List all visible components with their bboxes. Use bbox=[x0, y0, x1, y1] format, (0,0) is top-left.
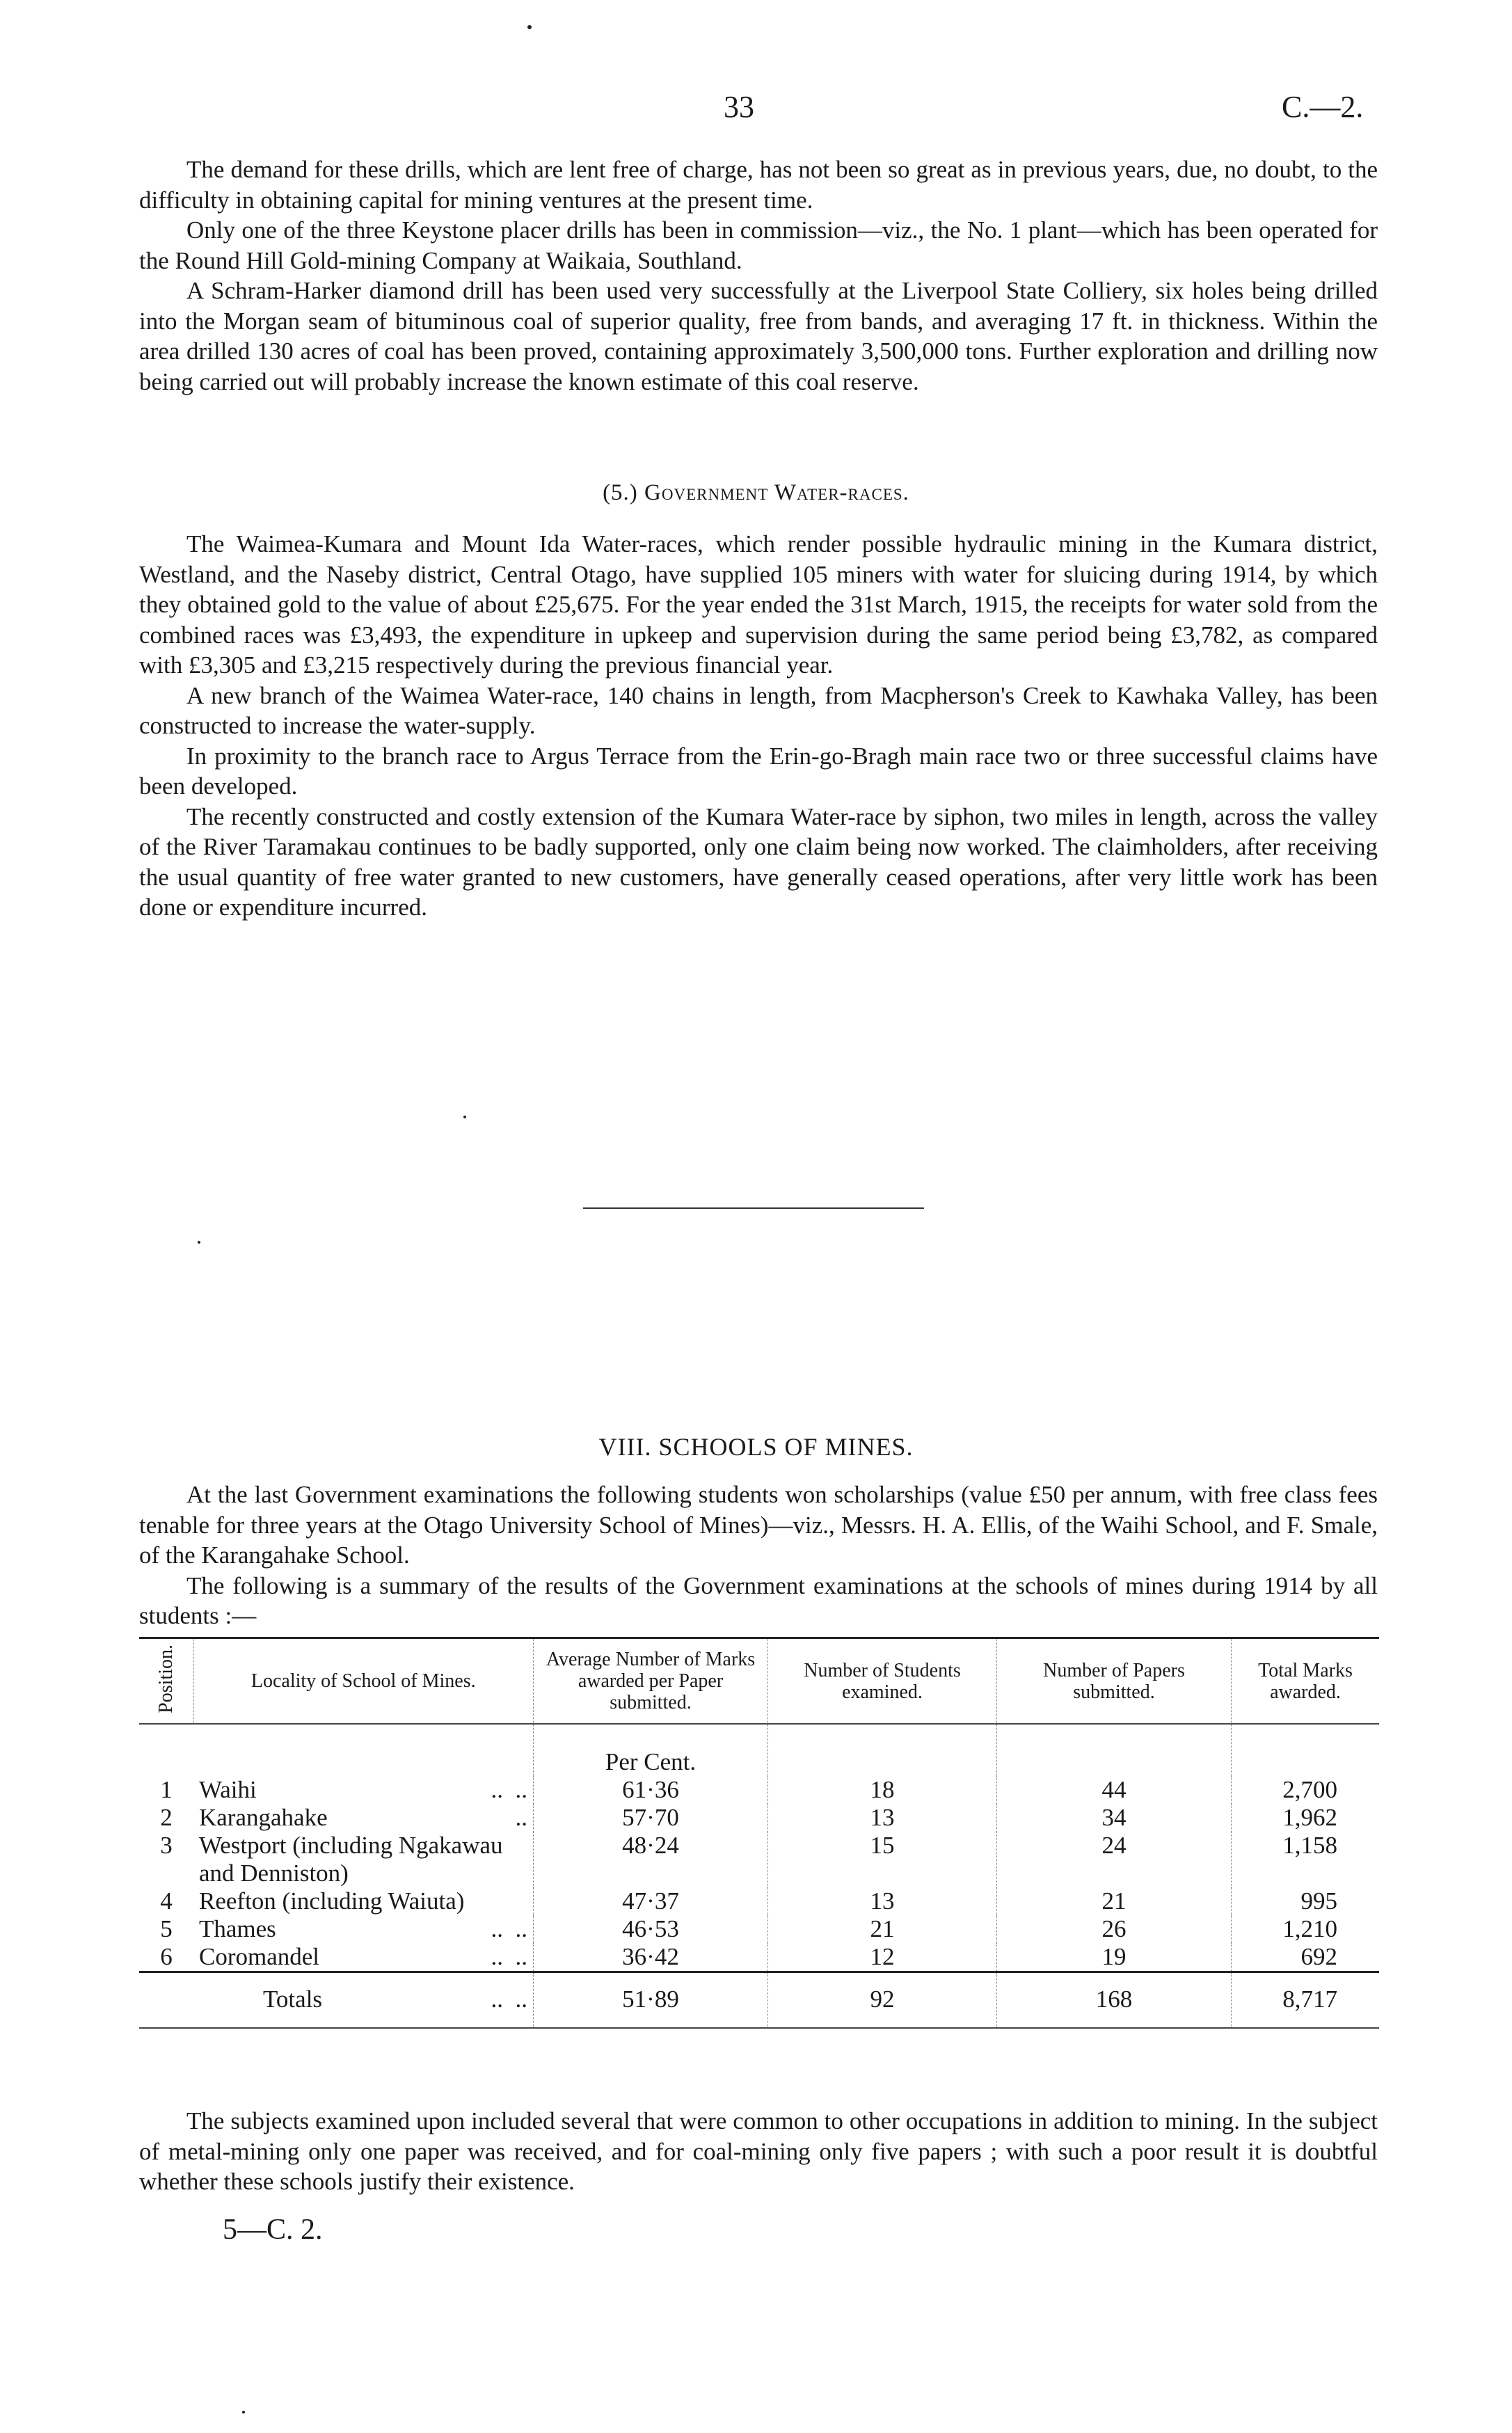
exam-results-table bbox=[139, 1637, 1379, 2029]
cell-locality: Karangahake .. bbox=[199, 1804, 527, 1831]
cell-locality: Waihi .. .. bbox=[199, 1776, 527, 1803]
cell-students: 13 bbox=[768, 1887, 997, 1915]
document-signature: 5—C. 2. bbox=[223, 2214, 323, 2246]
cell-students: 21 bbox=[768, 1915, 997, 1943]
header-locality: Locality of School of Mines. bbox=[193, 1638, 534, 1725]
cell-total: 2,700 bbox=[1232, 1776, 1380, 1804]
paragraph: The following is a summary of the results of the Government examinations at the schools of mines during 1914 by all students :— bbox=[139, 1571, 1378, 1629]
cell-total: 692 bbox=[1232, 1943, 1380, 1972]
cell-average: 61·36 bbox=[534, 1776, 768, 1804]
paragraph: The demand for these drills, which are lent free of charge, has not been so great as in previous years, due, no doubt, to the difficulty in obtaining capital for mining ventures at the present time. bbox=[139, 156, 1378, 214]
cell-locality: Coromandel .. .. bbox=[199, 1943, 527, 1970]
cell-students: 13 bbox=[768, 1804, 997, 1832]
cell-papers: 19 bbox=[997, 1943, 1232, 1972]
cell-students: 18 bbox=[768, 1776, 997, 1804]
cell-papers: 21 bbox=[997, 1887, 1232, 1915]
cell-locality: Reefton (including Waiuta) bbox=[199, 1887, 465, 1915]
cell-total: 1,962 bbox=[1232, 1804, 1380, 1832]
cell-locality: Thames .. .. bbox=[199, 1915, 527, 1942]
totals-row bbox=[139, 1972, 1379, 2029]
cell-average: 46·53 bbox=[534, 1915, 768, 1943]
totals-average: 51·89 bbox=[534, 1972, 768, 2029]
table-row bbox=[139, 1943, 1379, 1972]
header-position: Position. bbox=[155, 1644, 177, 1713]
section-heading-water-races: (5.) Government Water-races. bbox=[603, 480, 909, 505]
totals-papers: 168 bbox=[997, 1972, 1232, 2029]
cell-students: 15 bbox=[768, 1832, 997, 1887]
paragraph: The Waimea-Kumara and Mount Ida Water-races, which render possible hydraulic mining in the Kumara district, Westland, and the Naseby district, Central Otago, have supplied 105 miners with water for sluicing during 1914, by which they obtained gold to the value of about £25,675. For the year ended the 31st March, 1915, the receipts for water sold from the combined races was £3,493, the expenditure in upkeep and supervision during the same period being £3,782, as compared with £3,305 and £3,215 respectively during the previous financial year. bbox=[139, 530, 1378, 679]
cell-position: 6 bbox=[160, 1943, 173, 1970]
cell-students: 12 bbox=[768, 1943, 997, 1972]
cell-papers: 26 bbox=[997, 1915, 1232, 1943]
cell-total: 995 bbox=[1232, 1887, 1380, 1915]
paragraph: At the last Government examinations the following students won scholarships (value £50 per annum, with free class fees tenable for three years at the Otago University School of Mines)—viz., Messrs. H. A. Ellis, of the Waihi School, and F. Smale, of the Karangahake School. bbox=[139, 1481, 1378, 1569]
water-races-section bbox=[139, 529, 1378, 923]
cell-locality: Westport (including Ngakawau and Denniston) bbox=[199, 1832, 503, 1887]
table-row bbox=[139, 1915, 1379, 1943]
cell-position: 2 bbox=[160, 1804, 173, 1831]
cell-total: 1,158 bbox=[1232, 1832, 1380, 1887]
cell-papers: 44 bbox=[997, 1776, 1232, 1804]
intro-section bbox=[139, 154, 1378, 397]
paragraph: A new branch of the Waimea Water-race, 140 chains in length, from Macpherson's Creek to Kawhaka Valley, has been constructed to increase the water-supply. bbox=[139, 681, 1378, 739]
section-heading-schools: VIII. SCHOOLS OF MINES. bbox=[598, 1433, 914, 1461]
ink-dot bbox=[463, 1116, 466, 1118]
totals-students: 92 bbox=[768, 1972, 997, 2029]
totals-total: 8,717 bbox=[1232, 1972, 1380, 2029]
cell-position: 5 bbox=[160, 1915, 173, 1942]
table-header-row bbox=[139, 1638, 1379, 1725]
cell-average: 57·70 bbox=[534, 1804, 768, 1832]
table-row bbox=[139, 1804, 1379, 1832]
ink-dot bbox=[527, 25, 532, 29]
table-row bbox=[139, 1832, 1379, 1887]
cell-average: 47·37 bbox=[534, 1887, 768, 1915]
section-divider bbox=[583, 1207, 924, 1209]
table-row bbox=[139, 1776, 1379, 1804]
header-total: Total Marks awarded. bbox=[1232, 1638, 1380, 1725]
cell-papers: 34 bbox=[997, 1804, 1232, 1832]
cell-total: 1,210 bbox=[1232, 1915, 1380, 1943]
header-average: Average Number of Marks awarded per Paper submitted. bbox=[534, 1638, 768, 1725]
paragraph: A Schram-Harker diamond drill has been used very successfully at the Liverpool State Colliery, six holes being drilled into the Morgan seam of bituminous coal of superior quality, free from bands, and averaging 17 ft. in thickness. Within the area drilled 130 acres of coal has been proved, containing approximately 3,500,000 tons. Further exploration and drilling now being carried out will probably increase the known estimate of this coal reserve. bbox=[139, 277, 1378, 395]
table-row bbox=[139, 1887, 1379, 1915]
cell-average: 48·24 bbox=[534, 1832, 768, 1887]
cell-position: 4 bbox=[160, 1887, 173, 1915]
ink-dot bbox=[242, 2411, 245, 2414]
ink-dot bbox=[198, 1241, 200, 1244]
cell-position: 1 bbox=[160, 1776, 173, 1803]
paragraph: Only one of the three Keystone placer drills has been in commission—viz., the No. 1 plant—which has been operated for the Round Hill Gold-mining Company at Waikaia, Southland. bbox=[139, 216, 1378, 274]
paragraph: The recently constructed and costly extension of the Kumara Water-race by siphon, two miles in length, across the valley of the River Taramakau continues to be badly supported, only one claim being now worked. The claimholders, after receiving the usual quantity of free water granted to new customers, have generally ceased operations, after very little work has been done or expenditure incurred. bbox=[139, 802, 1378, 921]
unit-row bbox=[139, 1724, 1379, 1776]
page-reference: C.—2. bbox=[1282, 90, 1364, 124]
cell-position: 3 bbox=[160, 1832, 173, 1859]
header-students: Number of Students examined. bbox=[768, 1638, 997, 1725]
paragraph: The subjects examined upon included several that were common to other occupations in addition to mining. In the subject of metal-mining only one paper was received, and for coal-mining only five papers ; with such a poor result it is doubtful whether these schools justify their existence. bbox=[139, 2107, 1378, 2195]
totals-label: Totals .. .. bbox=[263, 1986, 527, 2013]
paragraph: In proximity to the branch race to Argus Terrace from the Erin-go-Bragh main race two or three successful claims have been developed. bbox=[139, 742, 1378, 800]
closing-section bbox=[139, 2106, 1378, 2197]
schools-intro bbox=[139, 1480, 1378, 1631]
header-papers: Number of Papers submitted. bbox=[997, 1638, 1232, 1725]
cell-papers: 24 bbox=[997, 1832, 1232, 1887]
page-number: 33 bbox=[724, 90, 754, 124]
cell-average: 36·42 bbox=[534, 1943, 768, 1972]
unit-label: Per Cent. bbox=[534, 1724, 768, 1776]
